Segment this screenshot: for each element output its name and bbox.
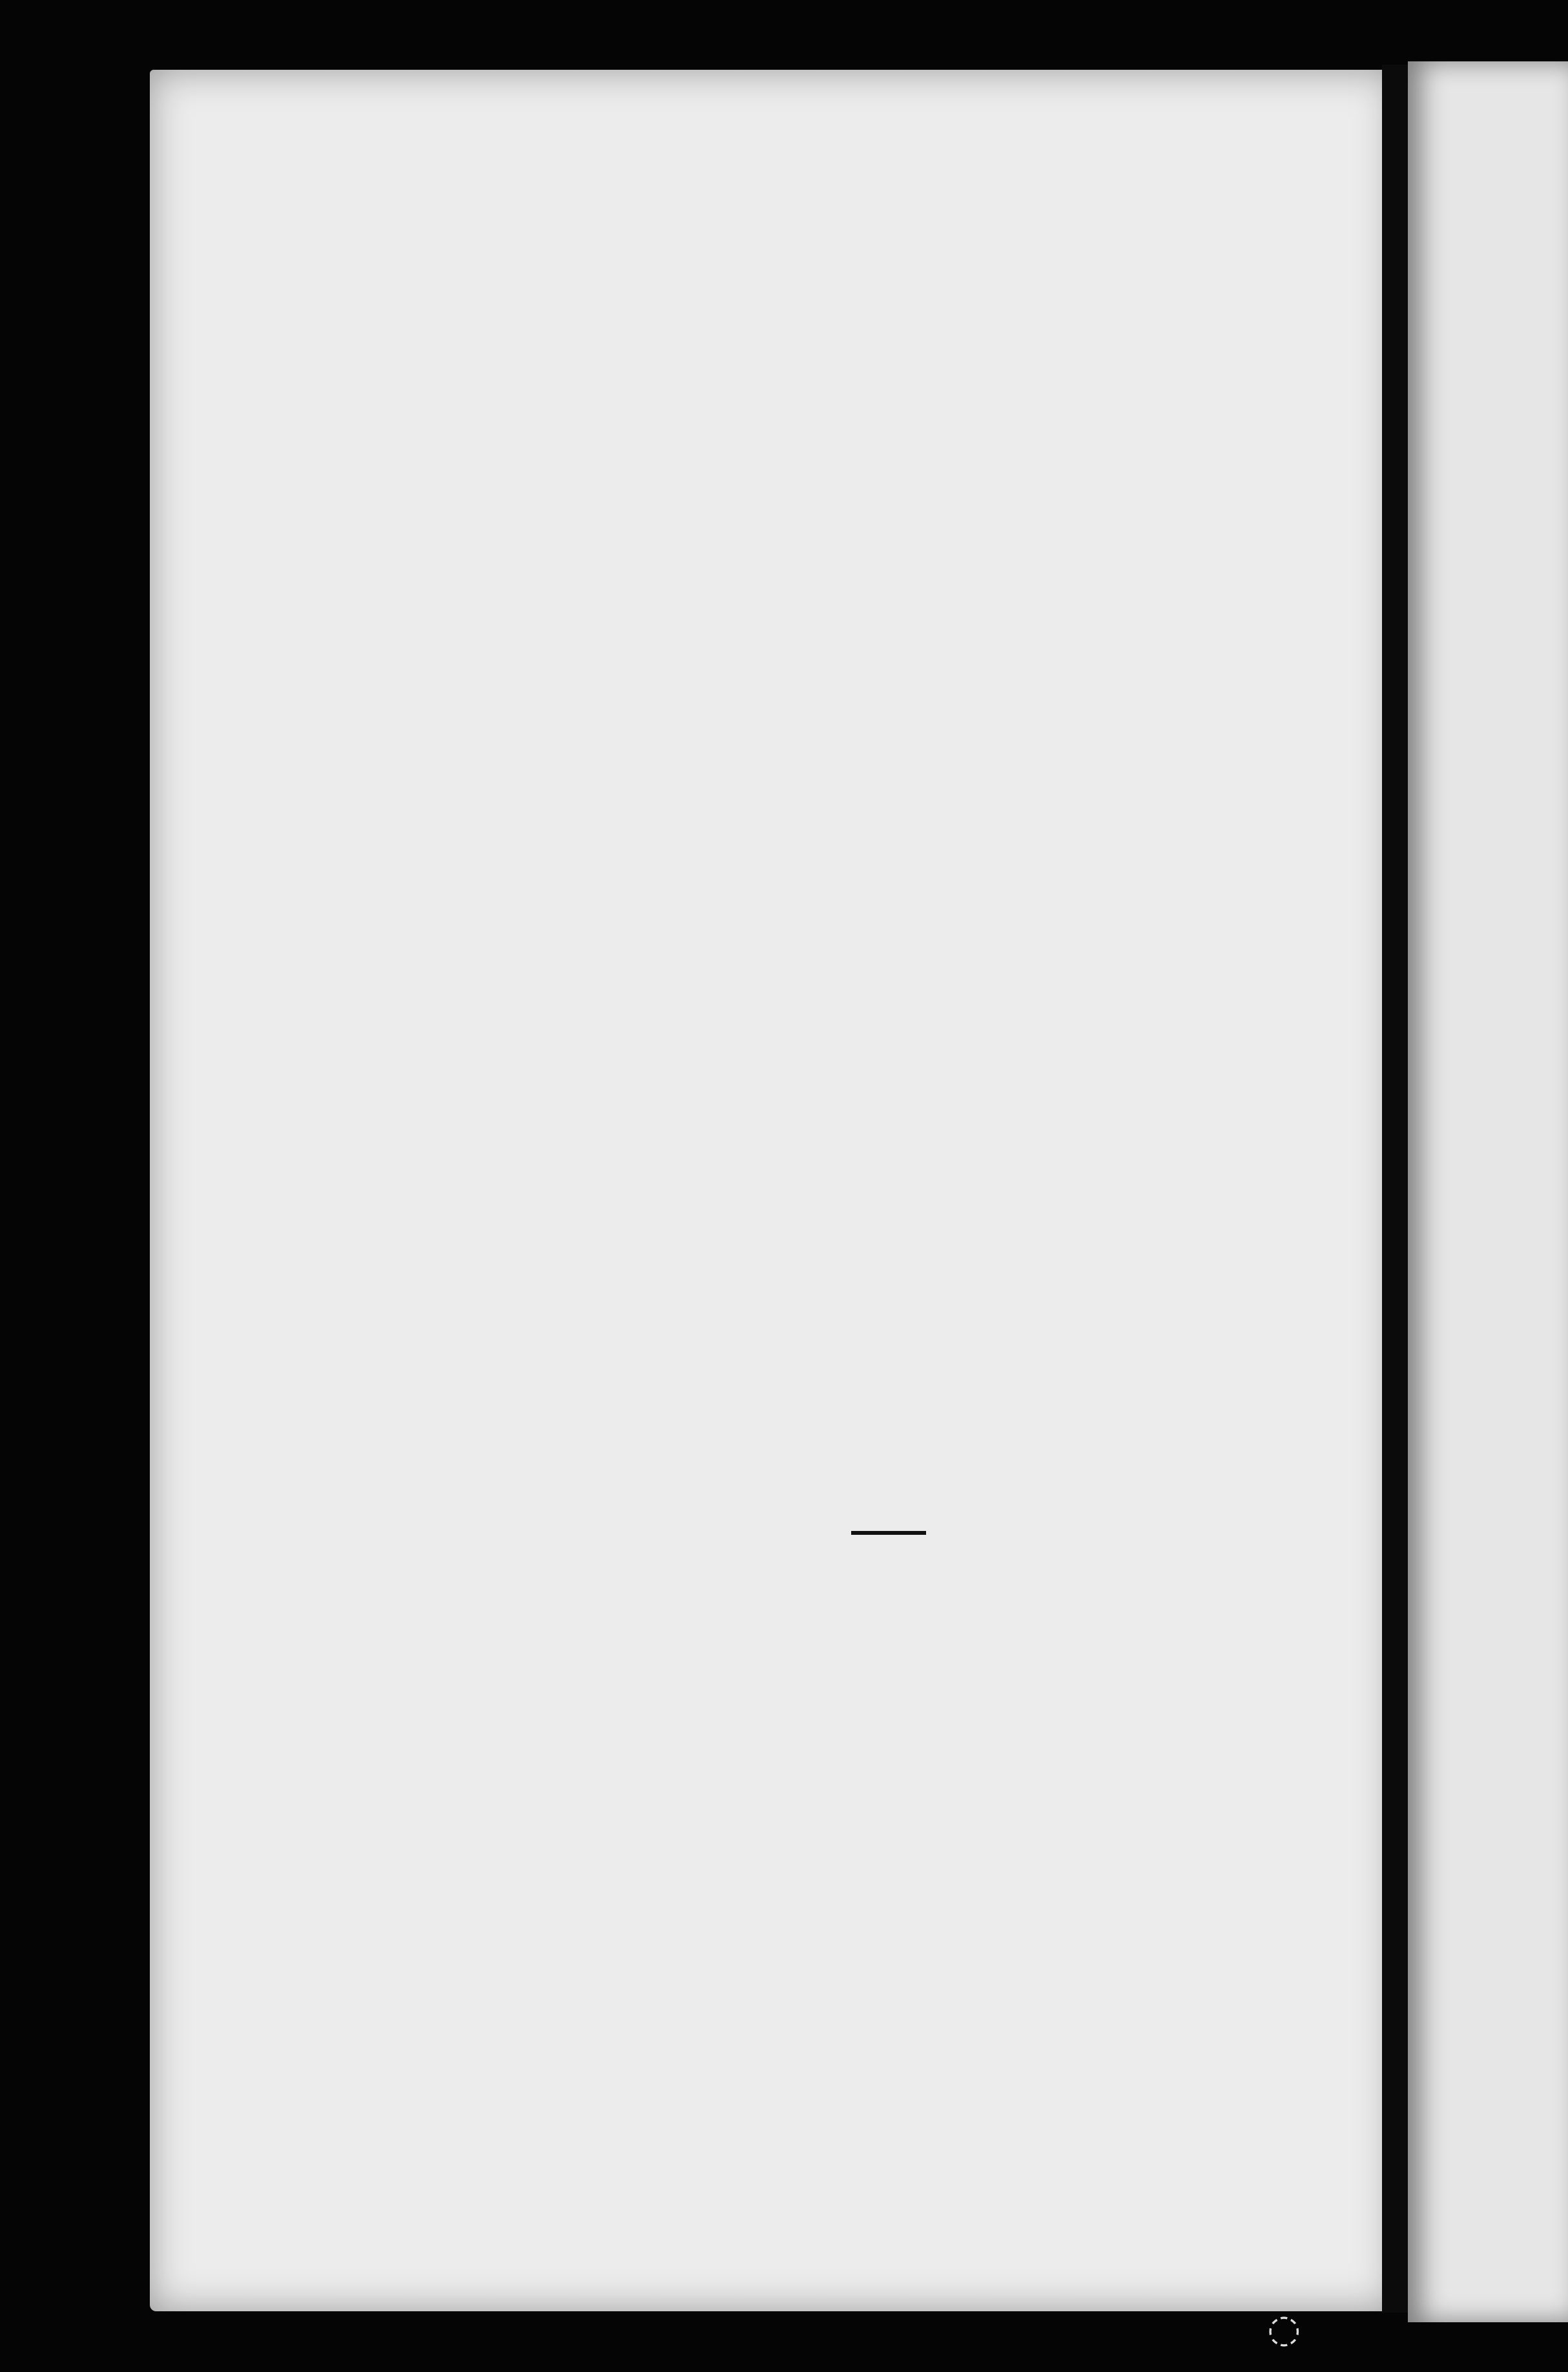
book-gutter <box>1382 65 1408 2313</box>
section-divider <box>851 1531 926 1535</box>
scan-artifact-icon: ◌ <box>1267 2306 1301 2351</box>
page-header <box>411 266 1354 318</box>
book-page <box>150 70 1395 2311</box>
facing-page <box>1408 61 1568 2322</box>
